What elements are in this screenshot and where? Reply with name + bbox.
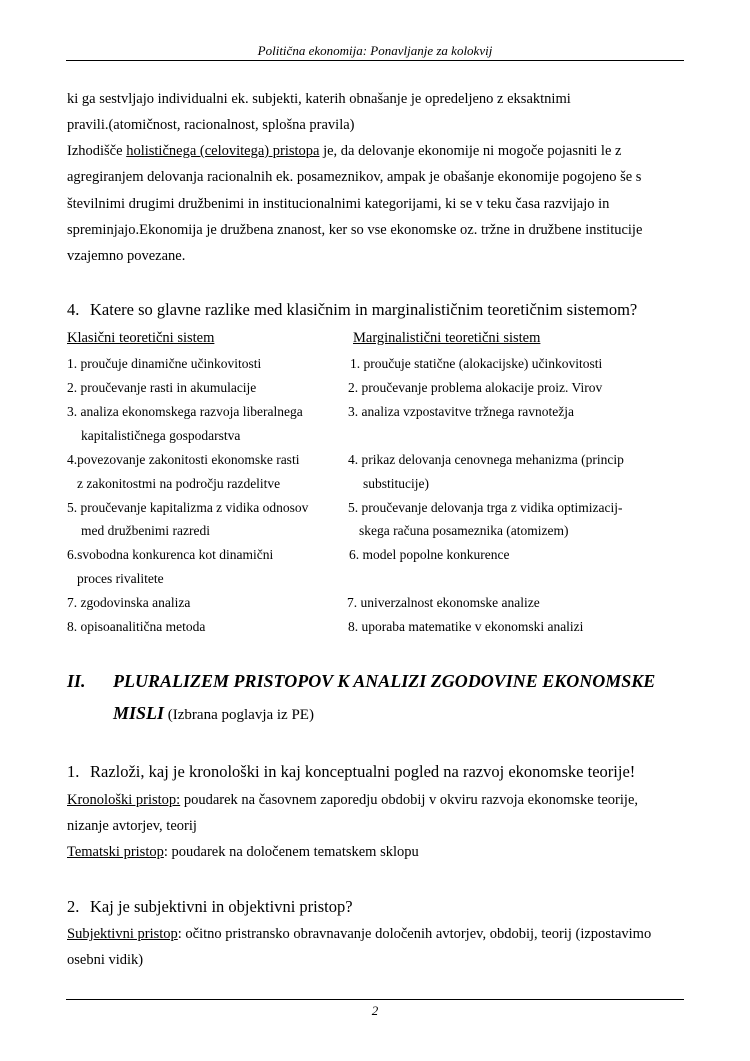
footer-rule — [66, 999, 684, 1000]
right-item: 4. prikaz delovanja cenovnega mehanizma (princip — [348, 452, 624, 467]
left-item: 1. proučuje dinamične učinkovitosti — [67, 356, 262, 371]
body-line — [67, 926, 651, 943]
section-subtitle: (Izbrana poglavja iz PE) — [164, 707, 314, 723]
left-column-header: Klasični teoretični sistem — [67, 330, 215, 346]
question-text: Razloži, kaj je kronološki in kaj konceptualni pogled na razvoj ekonomske teorije! — [90, 762, 636, 781]
left-item: proces rivalitete — [77, 571, 164, 586]
term-label: Tematski pristop — [67, 844, 164, 860]
text: poudarek na časovnem zaporedju obdobij v okviru razvoja ekonomske teorije, — [180, 792, 638, 808]
right-column-header: Marginalistični teoretični sistem — [353, 330, 541, 346]
right-item: 6. model popolne konkurence — [349, 547, 510, 562]
right-item: 3. analiza vzpostavitve tržnega ravnotežja — [348, 404, 575, 419]
right-item: skega računa posameznika (atomizem) — [359, 523, 569, 538]
question-heading — [67, 762, 635, 782]
text: : poudarek na določenem tematskem sklopu — [163, 844, 419, 860]
section-title-line1: PLURALIZEM PRISTOPOV K ANALIZI ZGODOVINE EKONOMSKE — [113, 671, 656, 691]
question-number: 1. — [67, 762, 80, 781]
right-item: 2. proučevanje problema alokacije proiz. Virov — [348, 380, 603, 395]
body-line: številnimi drugimi družbenimi in institucionalnimi kategorijami, ki se v teku časa razvijajo in — [67, 196, 610, 212]
question-heading — [67, 300, 637, 320]
body-line: spreminjajo.Ekonomija je družbena znanost, ker so vse ekonomske oz. tržne in družbene institucije — [67, 222, 643, 238]
section-numeral: II. — [67, 671, 86, 691]
body-line — [67, 844, 419, 861]
left-item: 5. proučevanje kapitalizma z vidika odnosov — [67, 500, 309, 515]
section-title-line2 — [113, 703, 314, 724]
body-line: osebni vidik) — [67, 952, 144, 968]
right-item: 1. proučuje statične (alokacijske) učinkovitosti — [350, 356, 603, 371]
header-rule — [66, 60, 684, 61]
underlined-term: holističnega (celovitega) pristopa — [126, 143, 320, 159]
left-item: 2. proučevanje rasti in akumulacije — [67, 380, 257, 395]
body-line: agregiranjem delovanja racionalnih ek. posameznikov, ampak je obašanje ekonomije pogojeno še s — [67, 169, 642, 185]
question-heading — [67, 897, 353, 917]
body-line: vzajemno povezane. — [67, 248, 186, 264]
left-item: 7. zgodovinska analiza — [67, 595, 191, 610]
term-label: Subjektivni pristop — [67, 926, 178, 942]
body-line: pravili.(atomičnost, racionalnost, splošna pravila) — [67, 117, 355, 133]
term-label: Kronološki pristop: — [67, 792, 181, 808]
left-item: med družbenimi razredi — [81, 523, 210, 538]
text: Izhodišče — [67, 143, 127, 159]
left-item: 4.povezovanje zakonitosti ekonomske rasti — [67, 452, 300, 467]
page-header-title: Politična ekonomija: Ponavljanje za kolokvij — [257, 43, 493, 58]
question-text: Kaj je subjektivni in objektivni pristop? — [90, 897, 353, 916]
body-line: ki ga sestvljajo individualni ek. subjekti, katerih obnašanje je opredeljeno z eksaktnimi — [67, 91, 571, 107]
left-item: z zakonitostmi na področju razdelitve — [77, 476, 281, 491]
right-item: substitucije) — [363, 476, 429, 491]
page-number: 2 — [371, 1003, 379, 1018]
body-line — [67, 792, 638, 809]
question-number: 2. — [67, 897, 80, 916]
left-item: 8. opisoanalitična metoda — [67, 619, 206, 634]
question-text: Katere so glavne razlike med klasičnim in marginalističnim teoretičnim sistemom? — [90, 300, 638, 319]
text: : očitno pristransko obravnavanje določenih avtorjev, obdobij, teorij (izpostavimo — [177, 926, 652, 942]
question-number: 4. — [67, 300, 80, 319]
section-title-word: MISLI — [113, 703, 165, 723]
body-line — [67, 143, 621, 160]
body-line: nizanje avtorjev, teorij — [67, 818, 197, 834]
right-item: 8. uporaba matematike v ekonomski analizi — [348, 619, 584, 634]
text: je, da delovanje ekonomije ni mogoče pojasniti le z — [319, 143, 622, 159]
left-item: 6.svobodna konkurenca kot dinamični — [67, 547, 274, 562]
left-item: kapitalističnega gospodarstva — [81, 428, 241, 443]
right-item: 7. univerzalnost ekonomske analize — [347, 595, 540, 610]
left-item: 3. analiza ekonomskega razvoja liberalnega — [67, 404, 303, 419]
right-item: 5. proučevanje delovanja trga z vidika optimizacij- — [348, 500, 623, 515]
